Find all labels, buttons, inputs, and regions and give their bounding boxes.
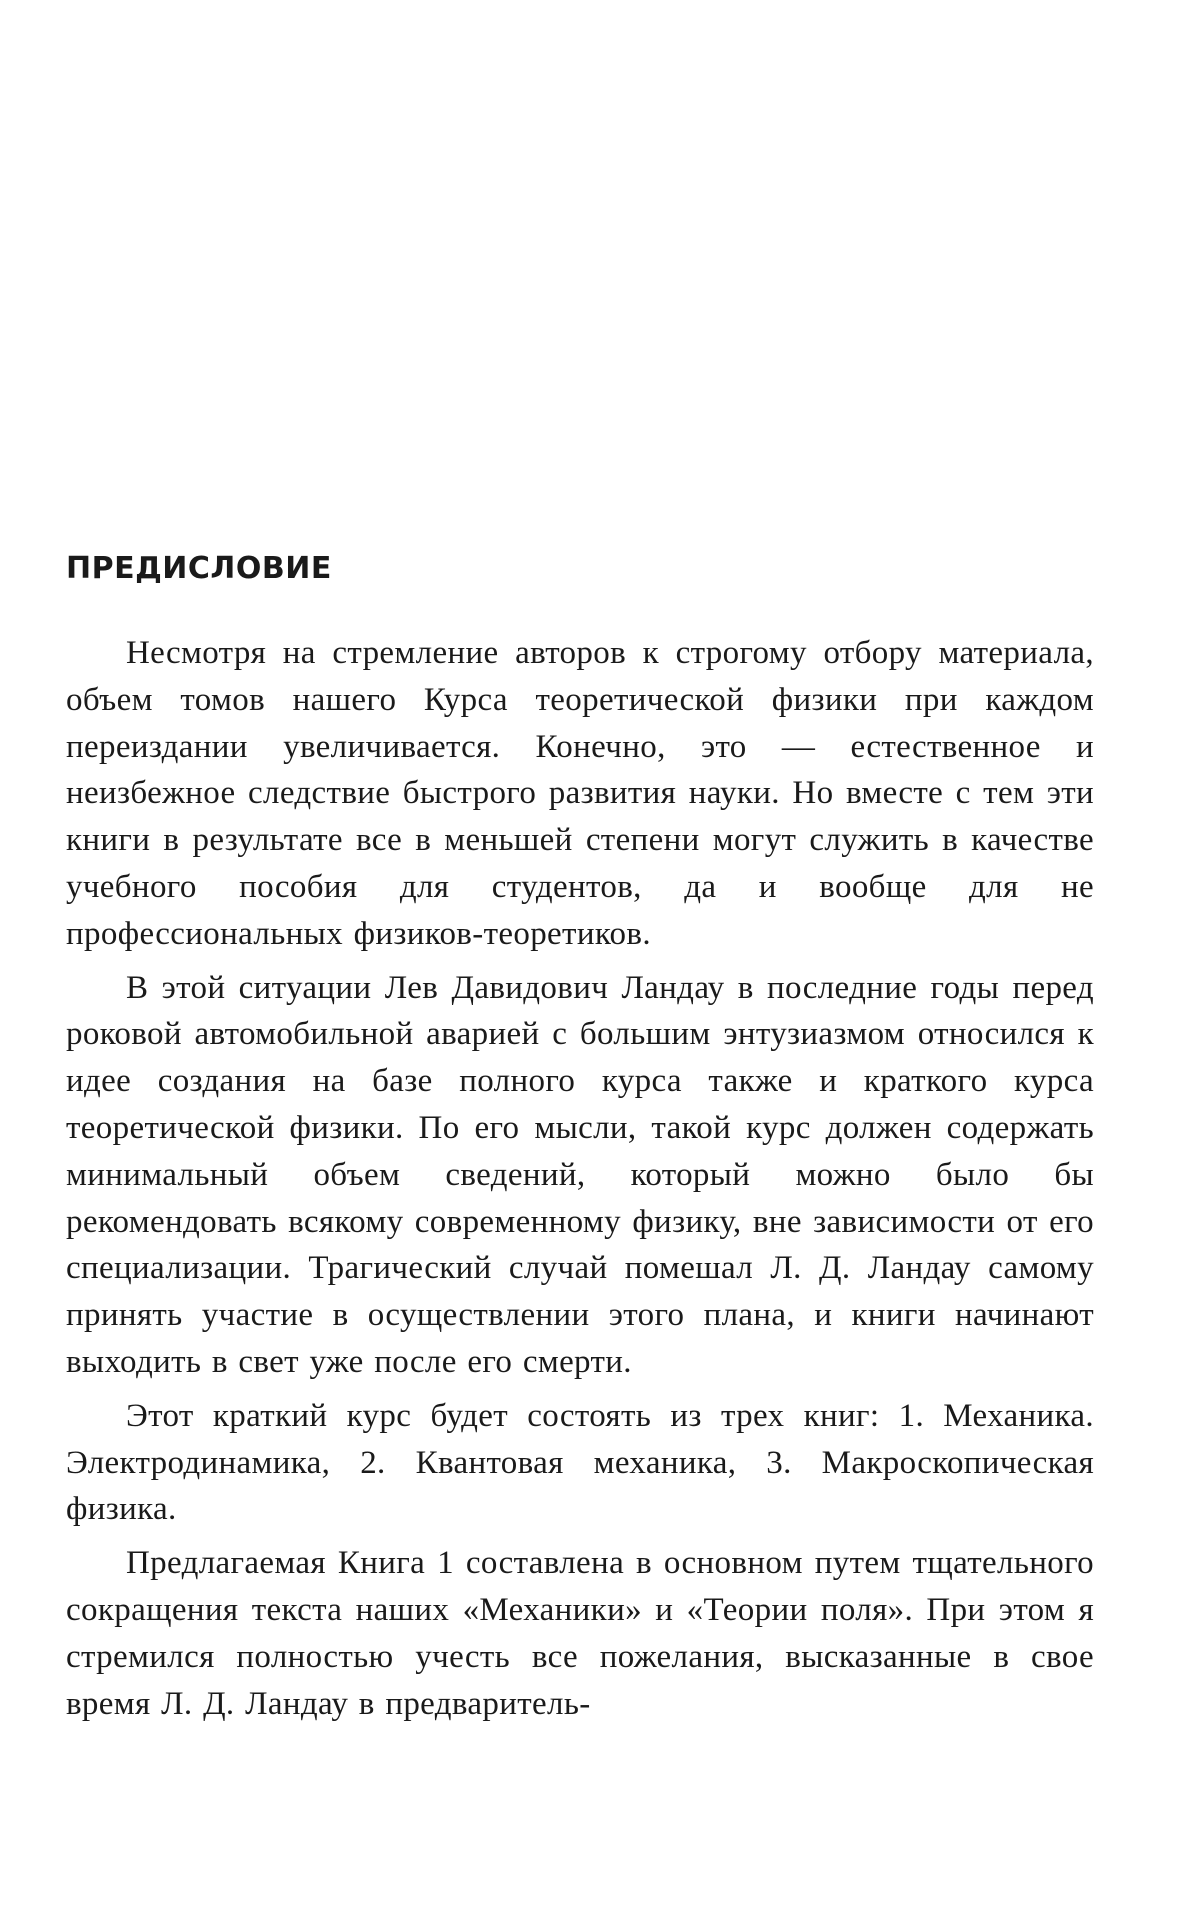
preface-heading: ПРЕДИСЛОВИЕ	[66, 551, 332, 586]
paragraph-1: Несмотря на стремление авторов к строгому отбору материала, объем томов нашего Курса теоретической физики при каждом переиздании увеличивается. Конечно, это — естественное и неизбежное следствие быстрого развития науки. Но вместе с тем эти книги в результате все в меньшей степени могут служить в качестве учебного пособия для студентов, да и вообще для не профессиональных физиков-теоретиков.	[66, 635, 1094, 952]
paragraph-4: Предлагаемая Книга 1 составлена в основном путем тщательного сокращения текста наших «Механики» и «Теории поля». При этом я стремился полностью учесть все пожелания, высказанные в свое время Л. Д. Ландау в предваритель-	[66, 1545, 1094, 1722]
preface-body	[66, 630, 1094, 1727]
paragraph-3: Этот краткий курс будет состоять из трех книг: 1. Механика. Электродинамика, 2. Квантовая механика, 3. Макроскопическая физика.	[66, 1397, 1094, 1528]
paragraph-2: В этой ситуации Лев Давидович Ландау в последние годы перед роковой автомобильной аварией с большим энтузиазмом относился к идее создания на базе полного курса также и краткого курса теоретической физики. По его мысли, такой курс должен содержать минимальный объем сведений, который можно было бы рекомендовать всякому современному физику, вне зависимости от его специализации. Трагический случай помешал Л. Д. Ландау самому принять участие в осуществлении этого плана, и книги начинают выходить в свет уже после его смерти.	[66, 969, 1094, 1380]
